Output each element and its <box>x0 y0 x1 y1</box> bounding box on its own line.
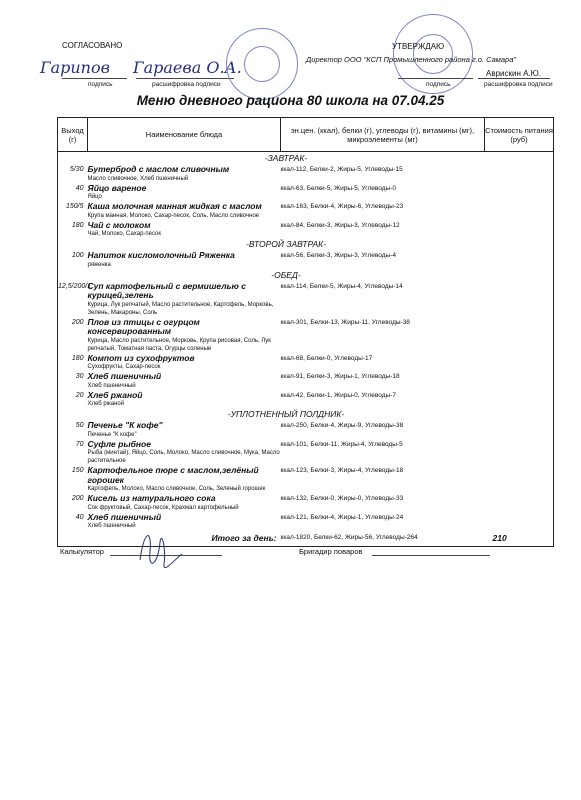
right-signature-caption: подпись <box>426 81 451 88</box>
dish-name: Компот из сухофруктов <box>87 352 195 363</box>
right-name: Аврискин А.Ю. <box>486 69 541 78</box>
menu-item-row <box>58 201 554 220</box>
dish-nutrition: ккал-132, Белки-0, Жиры-0, Углеводы-33 <box>280 495 404 502</box>
totals-cost: 210 <box>485 530 554 547</box>
dish-nutrition: ккал-114, Белки-5, Жиры-4, Углеводы-14 <box>280 282 403 290</box>
left-decoding-caption: расшифровка подписи <box>152 81 221 88</box>
dish-name: Напиток кисломолочный Ряженка <box>87 250 235 260</box>
item-output: 40 <box>58 512 88 531</box>
dish-nutrition: ккал-68, Белки-0, Углеводы-17 <box>280 354 373 362</box>
dish-nutrition: ккал-56, Белки-3, Жиры-3, Углеводы-4 <box>280 252 396 259</box>
dish-nutrition: ккал-42, Белки-1, Жиры-0, Углеводы-7 <box>280 391 396 399</box>
section-title: -ВТОРОЙ ЗАВТРАК- <box>246 239 326 249</box>
section-title: -ОБЕД- <box>271 269 301 280</box>
menu-body <box>58 152 554 547</box>
dish-nutrition: ккал-101, Белки-11, Жиры-4, Углеводы-5 <box>280 440 403 448</box>
left-name-script: Гараева О.А. <box>133 58 242 77</box>
dish-nutrition: ккал-84, Белки-3, Жиры-3, Углеводы-12 <box>280 221 400 229</box>
section-row <box>58 269 554 281</box>
dish-name: Хлеб пшеничный <box>87 371 162 381</box>
section-row <box>58 408 554 420</box>
dish-ingredients: Хлеб пшеничный <box>87 523 136 529</box>
dish-name: Яйцо вареное <box>87 182 147 193</box>
section-row <box>58 152 554 165</box>
section-title: -УПЛОТНЕННЫЙ ПОЛДНИК- <box>227 409 345 419</box>
dish-ingredients: Чай, Молоко, Сахар-песок <box>87 231 162 237</box>
menu-item-row <box>58 220 554 239</box>
dish-nutrition: ккал-112, Белки-2, Жиры-5, Углеводы-15 <box>280 166 403 173</box>
right-signature-line <box>398 78 473 79</box>
item-output: 180 <box>58 220 88 239</box>
approval-left-label: СОГЛАСОВАНО <box>62 41 123 50</box>
item-output: 150 <box>58 465 88 493</box>
item-output: 40 <box>58 183 88 202</box>
left-decoding-line <box>136 78 234 79</box>
item-output: 12,5/200/1 <box>58 281 88 317</box>
cook-line <box>372 555 490 556</box>
header-cost: Стоимость питания (руб) <box>485 118 554 152</box>
dish-ingredients: Хлеб пшеничный <box>87 382 136 389</box>
dish-name: Бутерброд с маслом сливочным <box>87 164 230 174</box>
header-output: Выход (г) <box>58 118 88 152</box>
dish-ingredients: Сок фруктовый, Сахар-песок, Крахмал картофельный <box>87 504 239 511</box>
totals-nutrition: ккал-1820, Белки-62, Жиры-56, Углеводы-264 <box>281 530 485 547</box>
table-header-row <box>58 118 554 152</box>
menu-item-row <box>58 317 554 353</box>
menu-item-row <box>58 493 554 512</box>
item-output: 70 <box>58 439 88 466</box>
item-output: 150/5 <box>58 201 88 220</box>
dish-ingredients: Печенье "К кофе" <box>87 431 137 438</box>
header-name: Наименование блюда <box>88 118 281 152</box>
menu-item-row <box>58 164 554 183</box>
item-output: 5/30 <box>58 164 88 183</box>
menu-item-row <box>58 353 554 372</box>
menu-item-row <box>58 183 554 202</box>
totals-label: Итого за день: <box>88 530 281 547</box>
item-output: 200 <box>58 493 88 512</box>
round-stamp-inner-left <box>244 46 280 82</box>
dish-ingredients: Хлеб ржаной <box>87 401 125 407</box>
footer-signature <box>130 520 190 580</box>
section-title: -ЗАВТРАК- <box>264 153 308 163</box>
dish-nutrition: ккал-301, Белки-13, Жиры-11, Углеводы-38 <box>280 318 410 326</box>
dish-name: Суфле рыбное <box>87 438 151 449</box>
menu-table <box>57 117 554 547</box>
item-output: 200 <box>58 317 88 353</box>
dish-name: Каша молочная манная жидкая с маслом <box>87 201 262 211</box>
dish-name: Кисель из натурального сока <box>87 493 216 503</box>
cook-label: Бригадир поваров <box>299 547 363 556</box>
dish-ingredients: ряженка <box>87 261 111 268</box>
dish-name: Суп картофельный с вермишелью с курицей,зелень <box>87 280 246 300</box>
item-output: 180 <box>58 353 88 372</box>
page-title: Меню дневного рациона 80 школа на 07.04.25 <box>136 93 445 108</box>
dish-name: Хлеб пшеничный <box>87 511 162 522</box>
menu-item-row <box>58 465 554 493</box>
menu-item-row <box>58 390 554 409</box>
menu-item-row <box>58 250 554 269</box>
header-nutrition: эн.цен. (ккал), белки (г), углеводы (г), витамины (мг), микроэлементы (мг) <box>281 118 485 152</box>
dish-ingredients: Курица, Масло растительное, Морковь, Крупа рисовая, Соль, Лук репчатый, Томатная паста, Огурцы соленые <box>87 337 271 352</box>
calculator-label: Калькулятор <box>60 547 104 556</box>
dish-ingredients: Курица, Лук репчатый, Масло растительное, Картофель, Морковь, Зелень, Макароны, Соль <box>87 301 274 316</box>
dish-name: Печенье "К кофе" <box>87 420 163 430</box>
dish-nutrition: ккал-121, Белки-4, Жиры-1, Углеводы-24 <box>280 513 404 521</box>
approve-right-label: УТВЕРЖДАЮ <box>392 42 445 51</box>
dish-nutrition: ккал-63, Белки-5, Жиры-5, Углеводы-0 <box>280 184 396 192</box>
section-row <box>58 238 554 250</box>
dish-name: Плов из птицы с огурцом консервированным <box>87 316 200 336</box>
dish-name: Картофельное пюре с маслом,зелёный горошек <box>87 465 259 485</box>
dish-nutrition: ккал-250, Белки-4, Жиры-9, Углеводы-38 <box>280 422 404 429</box>
menu-item-row <box>58 281 554 317</box>
item-output: 30 <box>58 371 88 390</box>
dish-ingredients: Масло сливочное, Хлеб пшеничный <box>87 175 189 182</box>
menu-item-row <box>58 371 554 390</box>
dish-name: Хлеб ржаной <box>87 389 143 400</box>
dish-nutrition: ккал-91, Белки-3, Жиры-1, Углеводы-18 <box>280 373 400 380</box>
item-output: 20 <box>58 390 88 409</box>
right-decoding-caption: расшифровка подписи <box>484 81 553 88</box>
left-signature-caption: подпись <box>88 81 113 88</box>
item-output: 100 <box>58 250 88 269</box>
dish-name: Чай с молоком <box>87 219 151 230</box>
right-decoding-line <box>478 78 550 79</box>
dish-ingredients: Рыба (минтай), Яйцо, Соль, Молоко, Масло сливочное, Мука, Масло растительное <box>87 450 280 464</box>
menu-item-row <box>58 420 554 439</box>
dish-ingredients: Сухофрукты, Сахар-песок <box>87 364 161 370</box>
left-signature-line <box>62 78 127 79</box>
director-title: Директор ООО "КСП Промышленного района г.о. Самара" <box>306 55 517 64</box>
item-output: 50 <box>58 420 88 439</box>
dish-ingredients: Яйцо <box>87 194 102 200</box>
dish-nutrition: ккал-163, Белки-4, Жиры-6, Углеводы-23 <box>280 203 404 210</box>
dish-ingredients: Крупа манная, Молоко, Сахар-песок, Соль, Масло сливочное <box>87 212 260 219</box>
dish-ingredients: Картофель, Молоко, Масло сливочное, Соль, Зеленый горошек <box>87 486 266 492</box>
menu-item-row <box>58 439 554 466</box>
round-stamp-inner-right <box>413 34 453 74</box>
left-signature: Гарипов <box>40 58 110 77</box>
dish-nutrition: ккал-123, Белки-3, Жиры-4, Углеводы-18 <box>280 467 404 474</box>
